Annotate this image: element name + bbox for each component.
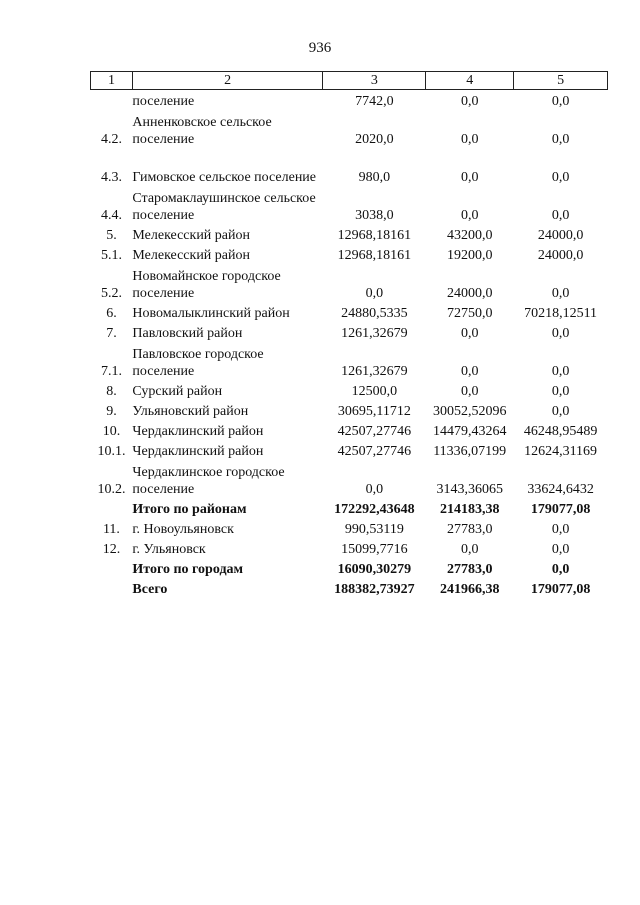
row-value-col4: 214183,38 xyxy=(439,501,500,517)
table-row xyxy=(91,342,608,380)
row-number: 10.2. xyxy=(97,481,126,497)
row-value-col4: 72750,0 xyxy=(446,305,493,321)
row-value-col5: 0,0 xyxy=(551,169,570,185)
row-value-col5: 12624,31169 xyxy=(524,443,598,459)
row-number: 8. xyxy=(106,383,117,399)
row-value-col5: 33624,6432 xyxy=(527,481,594,497)
row-value-col4: 27783,0 xyxy=(446,521,493,537)
row-name: г. Новоульяновск xyxy=(132,521,234,537)
row-value-col5: 70218,12511 xyxy=(524,305,598,321)
row-name: Мелекесский район xyxy=(132,227,250,243)
row-value-col3: 12968,18161 xyxy=(337,247,412,263)
table-row xyxy=(91,186,608,224)
row-name: Гимовское сельское поселение xyxy=(132,169,317,185)
row-name: Новомалыклинский район xyxy=(132,305,290,321)
row-value-col4: 3143,36065 xyxy=(436,481,503,497)
row-name: Старомаклаушинское сельское поселение xyxy=(132,190,316,223)
table-row xyxy=(91,400,608,420)
table-row xyxy=(91,578,608,598)
row-value-col5: 0,0 xyxy=(551,285,570,301)
row-value-col3: 980,0 xyxy=(358,169,391,185)
row-name: Новомайнское городское поселение xyxy=(132,268,281,301)
table-row xyxy=(91,322,608,342)
row-value-col4: 24000,0 xyxy=(446,285,493,301)
row-value-col5: 0,0 xyxy=(551,541,570,557)
row-name: Павловский район xyxy=(132,325,243,341)
row-number: 7.1. xyxy=(100,363,122,379)
row-number: 4.3. xyxy=(100,169,122,185)
row-number: 6. xyxy=(106,305,117,321)
row-number: 10. xyxy=(102,423,121,439)
row-name: Всего xyxy=(132,581,168,597)
row-value-col3: 12500,0 xyxy=(351,383,398,399)
table-row xyxy=(91,380,608,400)
row-value-col5: 46248,95489 xyxy=(523,423,598,439)
row-value-col4: 11336,07199 xyxy=(433,443,507,459)
row-value-col3: 1261,32679 xyxy=(341,325,408,341)
row-value-col3: 42507,27746 xyxy=(337,443,412,459)
row-value-col3: 24880,5335 xyxy=(341,305,408,321)
row-value-col5: 24000,0 xyxy=(537,227,584,243)
row-value-col3: 2020,0 xyxy=(355,131,394,147)
row-value-col3: 12968,18161 xyxy=(337,227,412,243)
row-value-col5: 179077,08 xyxy=(530,581,591,597)
column-header-2: 2 xyxy=(132,72,323,90)
table-header xyxy=(91,72,608,90)
row-number: 4.4. xyxy=(100,207,122,223)
row-value-col5: 0,0 xyxy=(551,403,570,419)
column-header-3: 3 xyxy=(323,72,426,90)
table-row xyxy=(91,224,608,244)
row-number xyxy=(91,558,133,578)
row-value-col5: 0,0 xyxy=(551,325,570,341)
row-value-col5: 0,0 xyxy=(551,383,570,399)
table-row xyxy=(91,498,608,518)
row-number xyxy=(91,90,133,110)
row-value-col4: 0,0 xyxy=(460,541,479,557)
table-row xyxy=(91,110,608,148)
row-name: Чердаклинский район xyxy=(132,423,264,439)
row-value-col5: 0,0 xyxy=(551,93,570,109)
table-row xyxy=(91,558,608,578)
row-value-col4: 27783,0 xyxy=(446,561,493,577)
row-number: 7. xyxy=(106,325,117,341)
row-value-col3: 0,0 xyxy=(365,481,384,497)
row-value-col3: 42507,27746 xyxy=(337,423,412,439)
row-name: Сурский район xyxy=(132,383,223,399)
row-value-col3: 3038,0 xyxy=(355,207,394,223)
row-value-col4: 241966,38 xyxy=(439,581,500,597)
row-value-col4: 43200,0 xyxy=(446,227,493,243)
column-header-1: 1 xyxy=(91,72,133,90)
page-number: 936 xyxy=(308,40,332,56)
row-value-col5: 24000,0 xyxy=(537,247,584,263)
table-row xyxy=(91,440,608,460)
row-number xyxy=(91,498,133,518)
row-value-col3: 990,53119 xyxy=(344,521,404,537)
column-header-5: 5 xyxy=(514,72,608,90)
row-value-col5: 0,0 xyxy=(551,561,570,577)
row-name: Итого по городам xyxy=(132,561,244,577)
column-header-4: 4 xyxy=(426,72,514,90)
table-row xyxy=(91,518,608,538)
row-name: Чердаклинское городское поселение xyxy=(132,464,285,497)
table-row xyxy=(91,460,608,498)
table-row xyxy=(91,264,608,302)
row-value-col4: 0,0 xyxy=(460,363,479,379)
row-value-col4: 30052,52096 xyxy=(432,403,507,419)
row-value-col4: 14479,43264 xyxy=(432,423,507,439)
row-value-col4: 19200,0 xyxy=(446,247,493,263)
row-value-col4: 0,0 xyxy=(460,207,479,223)
row-value-col3: 1261,32679 xyxy=(341,363,408,379)
row-value-col3: 15099,7716 xyxy=(341,541,408,557)
row-number: 9. xyxy=(106,403,117,419)
row-name: поселение xyxy=(132,93,195,109)
row-number: 5.1. xyxy=(100,247,122,263)
row-value-col3: 16090,30279 xyxy=(337,561,412,577)
row-name: Павловское городское поселение xyxy=(132,346,264,379)
table-row xyxy=(91,538,608,558)
table-row xyxy=(91,244,608,264)
budget-table xyxy=(90,71,608,598)
table-row xyxy=(91,90,608,110)
row-value-col4: 0,0 xyxy=(460,93,479,109)
row-value-col4: 0,0 xyxy=(460,383,479,399)
row-value-col5: 0,0 xyxy=(551,521,570,537)
row-name: Итого по районам xyxy=(132,501,247,517)
row-value-col3: 30695,11712 xyxy=(337,403,411,419)
row-value-col4: 0,0 xyxy=(460,325,479,341)
row-value-col3: 7742,0 xyxy=(355,93,394,109)
table-row xyxy=(91,420,608,440)
row-name: г. Ульяновск xyxy=(132,541,206,557)
row-value-col3: 188382,73927 xyxy=(334,581,415,597)
row-number: 5.2. xyxy=(100,285,122,301)
row-value-col3: 0,0 xyxy=(365,285,384,301)
row-name: Ульяновский район xyxy=(132,403,249,419)
row-number: 12. xyxy=(102,541,121,557)
row-name: Чердаклинский район xyxy=(132,443,264,459)
row-value-col5: 179077,08 xyxy=(530,501,591,517)
row-number: 11. xyxy=(102,521,120,537)
row-number: 5. xyxy=(106,227,117,243)
row-number xyxy=(91,578,133,598)
row-name: Анненковское сельское поселение xyxy=(132,114,272,147)
table-body xyxy=(91,90,608,598)
row-value-col5: 0,0 xyxy=(551,363,570,379)
row-value-col4: 0,0 xyxy=(460,131,479,147)
table-row xyxy=(91,302,608,322)
row-number: 4.2. xyxy=(100,131,122,147)
row-name: Мелекесский район xyxy=(132,247,250,263)
row-value-col5: 0,0 xyxy=(551,131,570,147)
table-row xyxy=(91,148,608,186)
row-value-col5: 0,0 xyxy=(551,207,570,223)
row-value-col3: 172292,43648 xyxy=(334,501,415,517)
row-value-col4: 0,0 xyxy=(460,169,479,185)
row-number: 10.1. xyxy=(97,443,126,459)
